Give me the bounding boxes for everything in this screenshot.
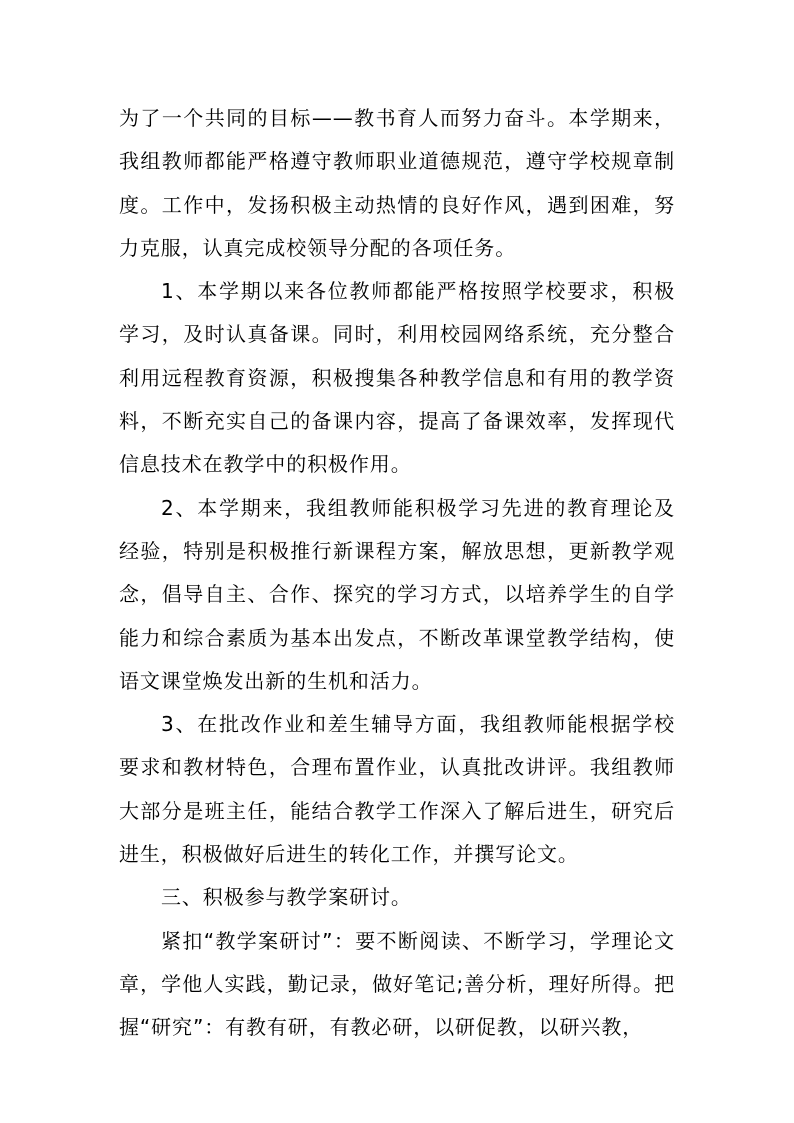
section-body-paragraph: 紧扣“教学案研讨”：要不断阅读、不断学习，学理论文章，学他人实践，勤记录，做好笔记;善分析，理好所得。把握“研究”：有教有研，有教必研，以研促教，以研兴教， [119, 928, 675, 1040]
intro-paragraph: 为了一个共同的目标——教书育人而努力奋斗。本学期来，我组教师都能严格遵守教师职业道德规范，遵守学校规章制度。工作中，发扬积极主动热情的良好作风，遇到困难，努力克服，认真完成校领导分配的各项任务。 [119, 106, 675, 260]
item-2-paragraph: 2、本学期来，我组教师能积极学习先进的教育理论及经验，特别是积极推行新课程方案，解放思想，更新教学观念，倡导自主、合作、探究的学习方式，以培养学生的自学能力和综合素质为基本出发点，不断改革课堂教学结构，使语文课堂焕发出新的生机和活力。 [119, 495, 675, 693]
document-body [119, 97, 675, 1050]
section-heading: 三、积极参与教学案研讨。 [161, 885, 412, 910]
item-1-paragraph: 1、本学期以来各位教师都能严格按照学校要求，积极学习，及时认真备课。同时，利用校园网络系统，充分整合利用远程教育资源，积极搜集各种教学信息和有用的教学资料，不断充实自己的备课内容，提高了备课效率，发挥现代信息技术在教学中的积极作用。 [119, 279, 675, 477]
item-3-paragraph: 3、在批改作业和差生辅导方面，我组教师能根据学校要求和教材特色，合理布置作业，认真批改讲评。我组教师大部分是班主任，能结合教学工作深入了解后进生，研究后进生，积极做好后进生的转化工作，并撰写论文。 [119, 712, 675, 867]
